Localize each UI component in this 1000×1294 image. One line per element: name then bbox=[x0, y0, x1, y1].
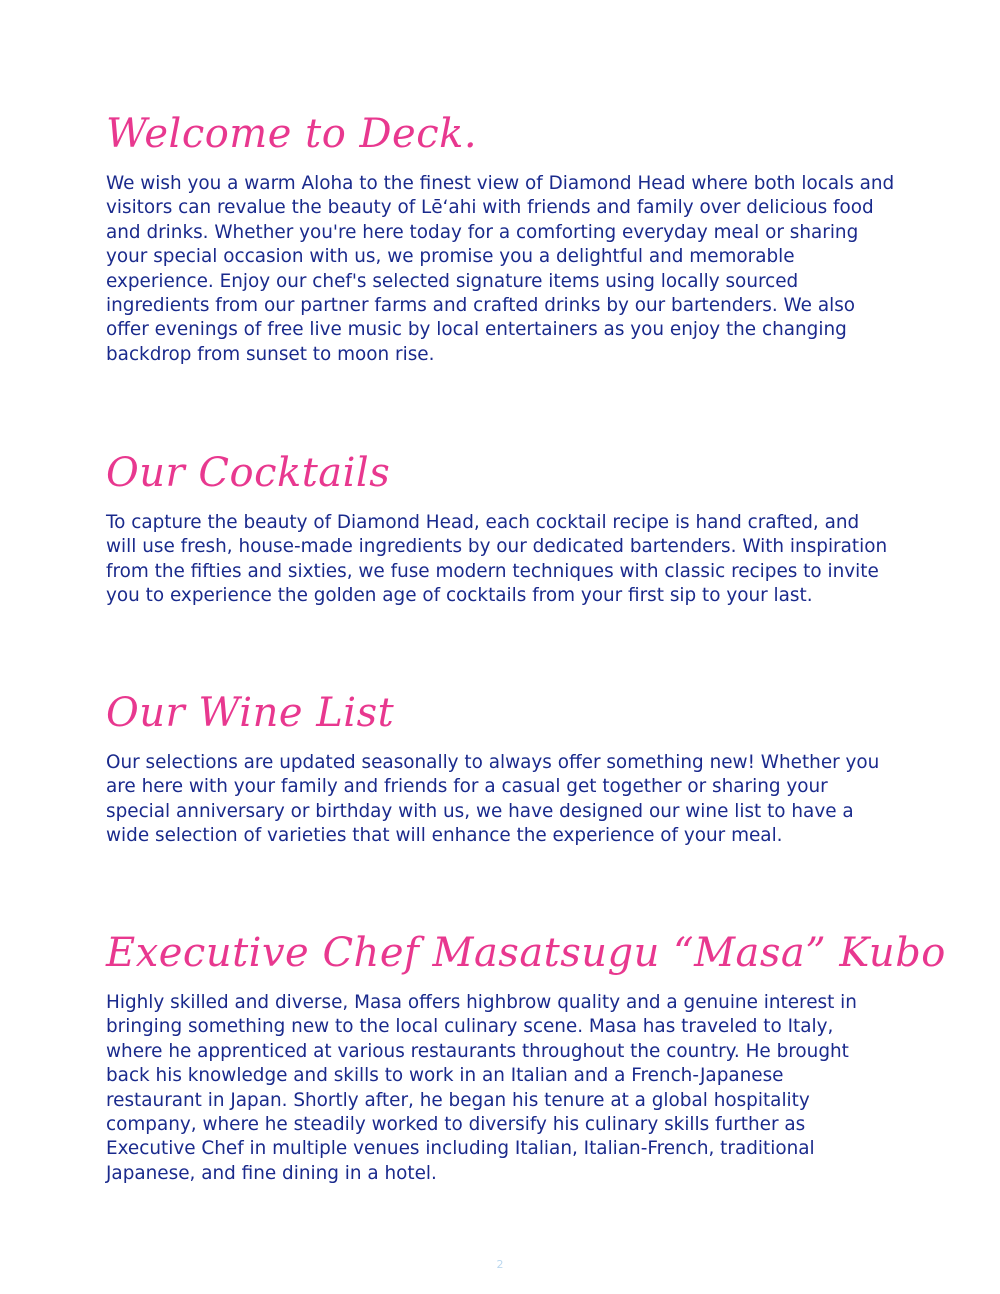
paragraph-line: back his knowledge and skills to work in an Italian and a French-Japanese bbox=[106, 1065, 784, 1087]
paragraph-line: offer evenings of free live music by local entertainers as you enjoy the changing bbox=[106, 319, 847, 341]
paragraph-line: from the fifties and sixties, we fuse modern techniques with classic recipes to invite bbox=[106, 560, 879, 582]
cocktails-heading: Our Cocktails bbox=[106, 450, 391, 496]
wine-heading: Our Wine List bbox=[106, 690, 395, 736]
paragraph-line: experience. Enjoy our chef's selected signature items using locally sourced bbox=[106, 270, 799, 292]
paragraph-line: you to experience the golden age of cocktails from your first sip to your last. bbox=[106, 585, 813, 607]
paragraph-line: visitors can revalue the beauty of Lēʻahi with friends and family over delicious food bbox=[106, 197, 874, 219]
welcome-heading: Welcome to Deck. bbox=[106, 111, 478, 157]
paragraph-line: backdrop from sunset to moon rise. bbox=[106, 343, 435, 365]
paragraph-line: restaurant in Japan. Shortly after, he began his tenure at a global hospitality bbox=[106, 1089, 810, 1111]
paragraph-line: We wish you a warm Aloha to the finest view of Diamond Head where both locals and bbox=[106, 173, 895, 194]
paragraph-line: Highly skilled and diverse, Masa offers highbrow quality and a genuine interest in bbox=[106, 992, 857, 1013]
paragraph-line: ingredients from our partner farms and crafted drinks by our bartenders. We also bbox=[106, 295, 856, 317]
paragraph-line: wide selection of varieties that will enhance the experience of your meal. bbox=[106, 825, 783, 847]
paragraph-line: where he apprenticed at various restaurants throughout the country. He brought bbox=[106, 1040, 849, 1062]
chef-paragraph bbox=[106, 991, 906, 1186]
welcome-section bbox=[106, 108, 906, 367]
paragraph-line: and drinks. Whether you're here today for a comforting everyday meal or sharing bbox=[106, 221, 859, 243]
chef-heading: Executive Chef Masatsugu “Masa” Kubo bbox=[106, 930, 946, 976]
paragraph-line: Japanese, and fine dining in a hotel. bbox=[106, 1162, 437, 1184]
welcome-paragraph bbox=[106, 172, 906, 367]
paragraph-line: are here with your family and friends for a casual get together or sharing your bbox=[106, 776, 828, 798]
paragraph-line: To capture the beauty of Diamond Head, each cocktail recipe is hand crafted, and bbox=[106, 512, 860, 533]
paragraph-line: bringing something new to the local culinary scene. Masa has traveled to Italy, bbox=[106, 1016, 834, 1038]
page-number: 2 bbox=[496, 1258, 504, 1271]
cocktails-section bbox=[106, 447, 906, 609]
chef-section bbox=[106, 927, 946, 1186]
paragraph-line: special anniversary or birthday with us, we have designed our wine list to have a bbox=[106, 800, 854, 822]
cocktails-paragraph bbox=[106, 511, 906, 609]
wine-paragraph bbox=[106, 751, 906, 849]
paragraph-line: Executive Chef in multiple venues including Italian, Italian-French, traditional bbox=[106, 1138, 815, 1160]
wine-section bbox=[106, 687, 906, 849]
paragraph-line: Our selections are updated seasonally to always offer something new! Whether you bbox=[106, 752, 880, 773]
paragraph-line: company, where he steadily worked to diversify his culinary skills further as bbox=[106, 1114, 806, 1136]
paragraph-line: your special occasion with us, we promise you a delightful and memorable bbox=[106, 246, 795, 268]
paragraph-line: will use fresh, house-made ingredients by our dedicated bartenders. With inspiration bbox=[106, 536, 888, 558]
